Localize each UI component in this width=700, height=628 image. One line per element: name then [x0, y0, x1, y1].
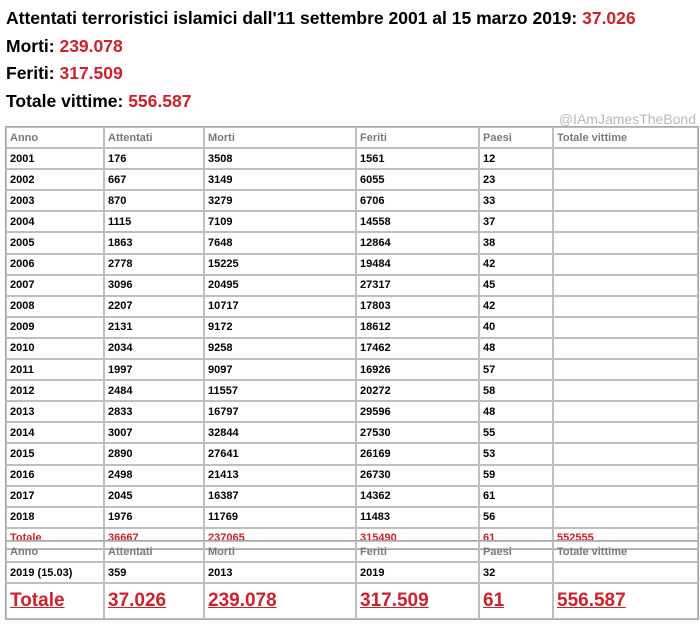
table-cell: 2833: [104, 401, 204, 422]
table-cell: 7109: [204, 211, 356, 232]
table-row: [6, 211, 698, 232]
table-cell: 61: [479, 583, 553, 619]
table-cell: 3508: [204, 148, 356, 169]
table-cell: Attentati: [104, 541, 204, 562]
table-cell: 6055: [356, 169, 479, 190]
table-cell: Morti: [204, 127, 356, 148]
table-cell: 237065: [204, 528, 356, 549]
table-cell: 3149: [204, 169, 356, 190]
headline-attacks-label: Attentati terroristici islamici dall'11 settembre 2001 al 15 marzo 2019:: [6, 8, 583, 28]
table-cell: 16926: [356, 359, 479, 380]
table-cell: 667: [104, 169, 204, 190]
table-cell: 33: [479, 190, 553, 211]
table-cell: 6706: [356, 190, 479, 211]
table-cell: 40: [479, 317, 553, 338]
table-cell: 2002: [6, 169, 104, 190]
table-cell: 9172: [204, 317, 356, 338]
table-cell: 26730: [356, 465, 479, 486]
table-cell: [553, 359, 698, 380]
table-cell: [553, 507, 698, 528]
table-cell: 2001: [6, 148, 104, 169]
table-row: [6, 486, 698, 507]
table-cell: [553, 190, 698, 211]
table-cell: 2778: [104, 254, 204, 275]
table-cell: 2013: [204, 562, 356, 583]
headline-victims-value: 556.587: [128, 91, 192, 111]
table-row: [6, 422, 698, 443]
table-cell: 27530: [356, 422, 479, 443]
table-cell: 1863: [104, 232, 204, 253]
table-cell: [553, 296, 698, 317]
table-row: [6, 338, 698, 359]
table-cell: 20272: [356, 380, 479, 401]
grand-total-row: [6, 583, 698, 619]
table-cell: 11769: [204, 507, 356, 528]
table-row: [6, 359, 698, 380]
table-cell: 37: [479, 211, 553, 232]
table-cell: 27317: [356, 275, 479, 296]
table-cell: 2015: [6, 443, 104, 464]
table-cell: Morti: [204, 541, 356, 562]
headline-deaths-label: Morti:: [6, 36, 60, 56]
table-cell: 26169: [356, 443, 479, 464]
table-cell: 53: [479, 443, 553, 464]
headline-victims-label: Totale vittime:: [6, 91, 129, 111]
table-cell: Anno: [6, 127, 104, 148]
table-cell: 315490: [356, 528, 479, 549]
table-cell: 32844: [204, 422, 356, 443]
table-cell: 27641: [204, 443, 356, 464]
headline-deaths-value: 239.078: [59, 36, 123, 56]
year-2019-table: [5, 540, 699, 620]
table-cell: 11557: [204, 380, 356, 401]
table-row: [6, 401, 698, 422]
table-cell: 1115: [104, 211, 204, 232]
table-cell: 7648: [204, 232, 356, 253]
table-cell: [553, 486, 698, 507]
table-cell: 2016: [6, 465, 104, 486]
table-cell: 2019: [356, 562, 479, 583]
table-row: [6, 275, 698, 296]
table-cell: [553, 422, 698, 443]
table-cell: [553, 169, 698, 190]
table-cell: Feriti: [356, 541, 479, 562]
table-cell: 56: [479, 507, 553, 528]
table-cell: 1976: [104, 507, 204, 528]
table-cell: 2006: [6, 254, 104, 275]
table-cell: 2484: [104, 380, 204, 401]
table-cell: 1997: [104, 359, 204, 380]
table-row: [6, 232, 698, 253]
table-header-row: [6, 127, 698, 148]
table-cell: 2009: [6, 317, 104, 338]
table-cell: 2011: [6, 359, 104, 380]
table-cell: 21413: [204, 465, 356, 486]
table-cell: [553, 465, 698, 486]
table-cell: 32: [479, 562, 553, 583]
table-row-2019: [6, 562, 698, 583]
headline-attacks-value: 37.026: [582, 8, 636, 28]
table-cell: 552555: [553, 528, 698, 549]
table-cell: [553, 443, 698, 464]
table-cell: 3007: [104, 422, 204, 443]
table-row: [6, 443, 698, 464]
table-cell: 19484: [356, 254, 479, 275]
table-cell: Totale: [6, 528, 104, 549]
table-cell: 61: [479, 486, 553, 507]
table-cell: 36667: [104, 528, 204, 549]
watermark-handle: @IAmJamesTheBond: [558, 111, 696, 127]
yearly-attacks-table: [5, 126, 699, 550]
table-cell: 1561: [356, 148, 479, 169]
table-row: [6, 380, 698, 401]
table-cell: 2012: [6, 380, 104, 401]
table-cell: 2005: [6, 232, 104, 253]
table-cell: 870: [104, 190, 204, 211]
table-cell: 57: [479, 359, 553, 380]
table-row: [6, 507, 698, 528]
table-cell: 17462: [356, 338, 479, 359]
table-cell: 317.509: [356, 583, 479, 619]
table-cell: 2890: [104, 443, 204, 464]
table-cell: 12864: [356, 232, 479, 253]
table-row: [6, 254, 698, 275]
table-cell: 176: [104, 148, 204, 169]
table-cell: Paesi: [479, 127, 553, 148]
table-cell: 42: [479, 254, 553, 275]
table-cell: [553, 211, 698, 232]
table-cell: 2019 (15.03): [6, 562, 104, 583]
table-header-row: [6, 541, 698, 562]
table-cell: Totale vittime: [553, 127, 698, 148]
table-cell: 20495: [204, 275, 356, 296]
table-cell: [553, 254, 698, 275]
table-cell: 16387: [204, 486, 356, 507]
table-cell: 11483: [356, 507, 479, 528]
table-cell: 38: [479, 232, 553, 253]
table-cell: Feriti: [356, 127, 479, 148]
table-cell: 61: [479, 528, 553, 549]
table-cell: 2498: [104, 465, 204, 486]
table-cell: 48: [479, 338, 553, 359]
table-cell: 2010: [6, 338, 104, 359]
headline-victims: [6, 90, 191, 112]
table-cell: 48: [479, 401, 553, 422]
table-cell: Anno: [6, 541, 104, 562]
table-cell: 2131: [104, 317, 204, 338]
table-cell: Paesi: [479, 541, 553, 562]
table-cell: 18612: [356, 317, 479, 338]
table-cell: 3096: [104, 275, 204, 296]
table-cell: 359: [104, 562, 204, 583]
table-row: [6, 296, 698, 317]
table-cell: [553, 232, 698, 253]
table-cell: 14362: [356, 486, 479, 507]
table-cell: 12: [479, 148, 553, 169]
table-cell: 23: [479, 169, 553, 190]
table-row: [6, 169, 698, 190]
table-cell: 2018: [6, 507, 104, 528]
table-cell: 37.026: [104, 583, 204, 619]
table-cell: 2008: [6, 296, 104, 317]
table-row: [6, 190, 698, 211]
table-cell: 59: [479, 465, 553, 486]
table-cell: [553, 401, 698, 422]
table-cell: 2007: [6, 275, 104, 296]
table-cell: 2004: [6, 211, 104, 232]
table-cell: 45: [479, 275, 553, 296]
table-cell: 3279: [204, 190, 356, 211]
table-cell: 2207: [104, 296, 204, 317]
table-cell: 58: [479, 380, 553, 401]
table-cell: 2034: [104, 338, 204, 359]
table-cell: [553, 338, 698, 359]
table-cell: [553, 380, 698, 401]
table-cell: 2045: [104, 486, 204, 507]
table-cell: [553, 562, 698, 583]
table-cell: 2017: [6, 486, 104, 507]
table-row: [6, 148, 698, 169]
table-cell: [553, 148, 698, 169]
headline-attacks: [6, 7, 636, 29]
table-row: [6, 317, 698, 338]
table-cell: 239.078: [204, 583, 356, 619]
table-cell: 2013: [6, 401, 104, 422]
table-cell: Totale: [6, 583, 104, 619]
table-cell: 2014: [6, 422, 104, 443]
table-cell: 10717: [204, 296, 356, 317]
headline-injured-label: Feriti:: [6, 63, 60, 83]
headline-injured-value: 317.509: [59, 63, 123, 83]
table-cell: 29596: [356, 401, 479, 422]
table-cell: 556.587: [553, 583, 698, 619]
table-cell: [553, 317, 698, 338]
table-cell: Totale vittime: [553, 541, 698, 562]
table-cell: [553, 275, 698, 296]
table-cell: Attentati: [104, 127, 204, 148]
table-cell: 9097: [204, 359, 356, 380]
table-row: [6, 465, 698, 486]
table-cell: 55: [479, 422, 553, 443]
table-cell: 14558: [356, 211, 479, 232]
table-cell: 16797: [204, 401, 356, 422]
table-cell: 2003: [6, 190, 104, 211]
headline-injured: [6, 62, 123, 84]
table-cell: 15225: [204, 254, 356, 275]
headline-deaths: [6, 35, 123, 57]
table-cell: 9258: [204, 338, 356, 359]
table-cell: 42: [479, 296, 553, 317]
table-cell: 17803: [356, 296, 479, 317]
